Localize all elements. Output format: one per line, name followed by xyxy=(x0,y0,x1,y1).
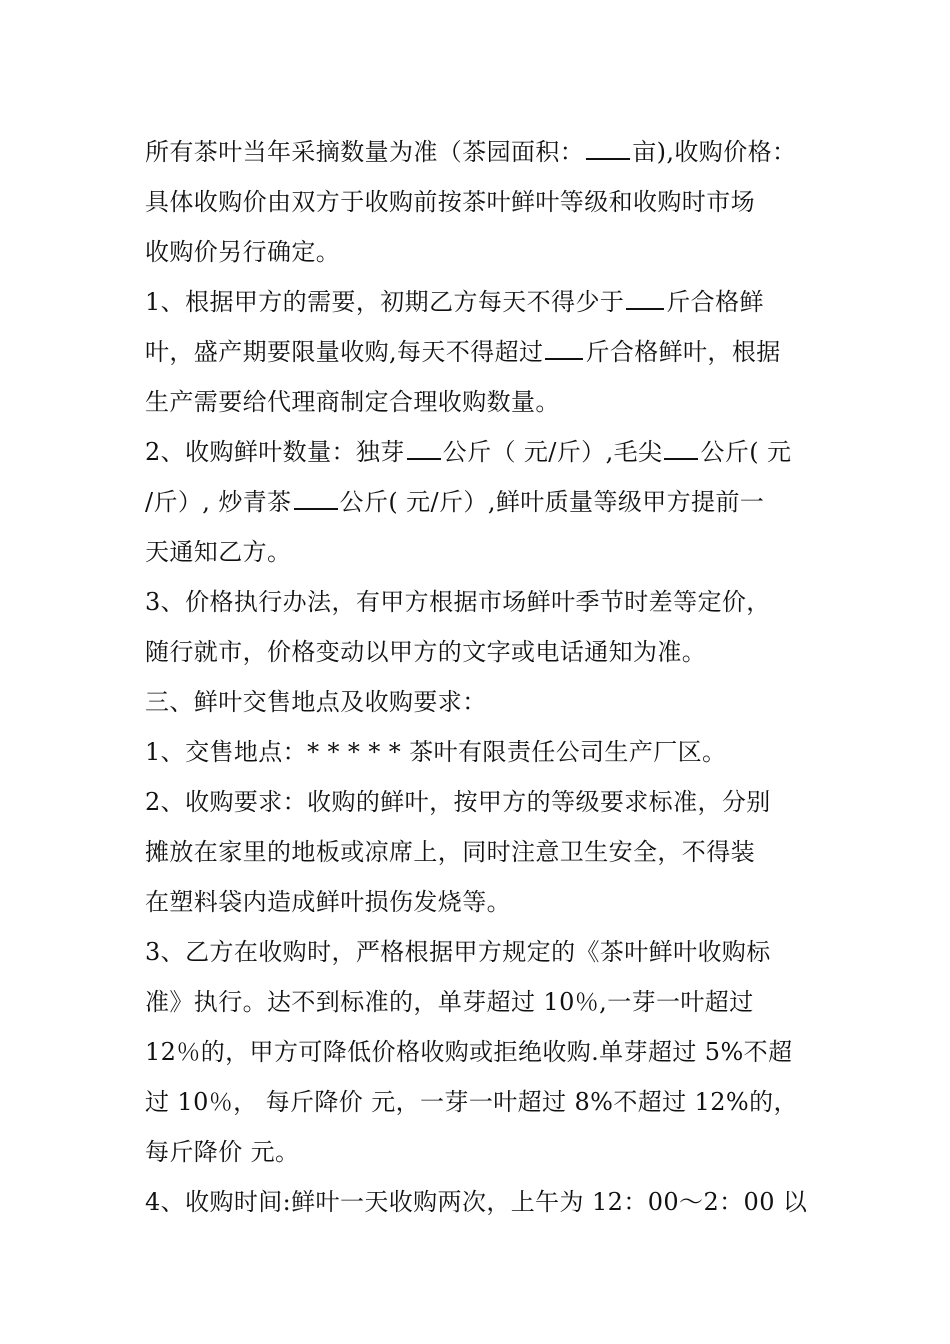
text-line: 随行就市，价格变动以甲方的文字或电话通知为准。 xyxy=(145,638,707,666)
text-line xyxy=(145,127,825,177)
text-segment: 斤合格鲜 xyxy=(666,288,764,316)
text-line: 2、收购要求：收购的鲜叶，按甲方的等级要求标准，分别 xyxy=(145,788,771,816)
text-segment: 斤合格鲜叶，根据 xyxy=(585,338,781,366)
text-line xyxy=(145,477,825,527)
text-segment: 公斤（ 元/斤）,毛尖 xyxy=(442,438,663,466)
text-line: 3、乙方在收购时，严格根据甲方规定的《茶叶鲜叶收购标 xyxy=(145,938,771,966)
text-line: 生产需要给代理商制定合理收购数量。 xyxy=(145,388,560,416)
text-segment: 亩),收购价格： xyxy=(632,138,797,166)
text-line: 每斤降价 元。 xyxy=(145,1138,300,1166)
text-line: 3、价格执行办法，有甲方根据市场鲜叶季节时差等定价， xyxy=(145,588,771,616)
text-line xyxy=(145,327,825,377)
blank-underline xyxy=(407,428,441,460)
document-body xyxy=(145,127,825,1227)
text-line: 1、交售地点：* * * * * 茶叶有限责任公司生产厂区。 xyxy=(145,738,727,766)
text-line: 天通知乙方。 xyxy=(145,538,292,566)
text-line xyxy=(145,427,825,477)
text-segment: 2、收购鲜叶数量：独芽 xyxy=(145,438,405,466)
text-line: 在塑料袋内造成鲜叶损伤发烧等。 xyxy=(145,888,511,916)
blank-underline xyxy=(626,278,664,310)
text-segment: 所有茶叶当年采摘数量为准（茶园面积： xyxy=(145,138,585,166)
blank-underline xyxy=(545,328,583,360)
text-segment: 1、根据甲方的需要，初期乙方每天不得少于 xyxy=(145,288,625,316)
text-line: 摊放在家里的地板或凉席上，同时注意卫生安全，不得装 xyxy=(145,838,755,866)
text-line xyxy=(145,277,825,327)
text-line: 4、收购时间:鲜叶一天收购两次，上午为 12：00～2：00 以 xyxy=(145,1188,808,1216)
text-line: 准》执行。达不到标准的，单芽超过 10％,一芽一叶超过 xyxy=(145,988,754,1016)
blank-underline xyxy=(664,428,698,460)
text-segment: 叶，盛产期要限量收购,每天不得超过 xyxy=(145,338,544,366)
text-line: 具体收购价由双方于收购前按茶叶鲜叶等级和收购时市场 xyxy=(145,188,755,216)
text-line: 收购价另行确定。 xyxy=(145,238,341,266)
text-segment: /斤）, 炒青茶 xyxy=(145,488,292,516)
section-heading: 三、鲜叶交售地点及收购要求： xyxy=(145,688,487,716)
blank-underline xyxy=(294,478,338,510)
text-segment: 公斤( 元 xyxy=(700,438,792,466)
text-segment: 公斤( 元/斤）,鲜叶质量等级甲方提前一 xyxy=(339,488,765,516)
blank-underline xyxy=(586,128,630,160)
text-line: 12％的，甲方可降低价格收购或拒绝收购.单芽超过 5%不超 xyxy=(145,1038,793,1066)
text-line: 过 10％， 每斤降价 元，一芽一叶超过 8%不超过 12%的， xyxy=(145,1088,798,1116)
